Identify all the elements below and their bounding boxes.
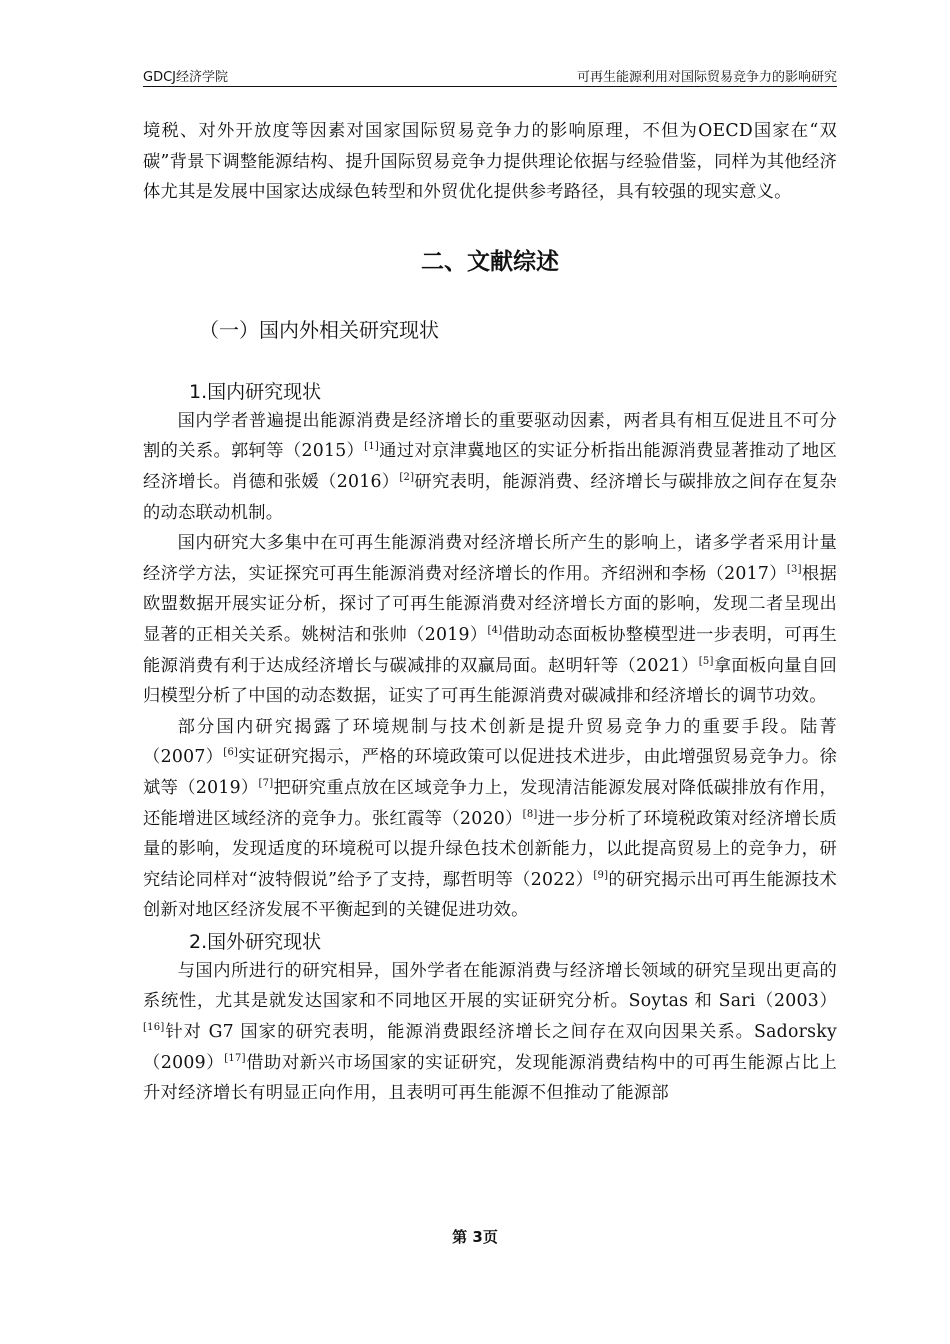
subsection-title: （一）国内外相关研究现状 [199,317,439,342]
citation: [8] [522,808,538,820]
foreign-heading: 2.国外研究现状 [189,930,322,953]
foreign-paragraph-1: 与国内所进行的研究相异，国外学者在能源消费与经济增长领域的研究呈现出更高的系统性，尤其是就发达国家和不同地区开展的实证研究分析。Soytas 和 Sari（2003）[16]针对 G7 国家的研究表明，能源消费跟经济增长之间存在双向因果关系。Sadorsky（2009）[17]借助对新兴市场国家的实证研究，发现能源消费结构中的可再生能源占比上升对经济增长有明显正向作用，且表明可再生能源不但推动了能源部 [143,960,837,1104]
page-number: 第 3页 [452,1228,498,1246]
citation: [17] [224,1052,246,1064]
citation: [16] [143,1022,165,1034]
citation: [9] [593,869,609,881]
page-header [143,66,837,87]
citation: [2] [399,471,415,483]
page-content [143,116,837,1109]
domestic-paragraph-2: 国内研究大多集中在可再生能源消费对经济增长所产生的影响上，诸多学者采用计量经济学方法，实证探究可再生能源消费对经济增长的作用。齐绍洲和李杨（2017）[3]根据欧盟数据开展实证分析，探讨了可再生能源消费对经济增长方面的影响，发现二者呈现出显著的正相关关系。姚树洁和张帅（2019）[4]借助动态面板协整模型进一步表明，可再生能源消费有利于达成经济增长与碳减排的双赢局面。赵明轩等（2021）[5]拿面板向量自回归模型分析了中国的动态数据，证实了可再生能源消费对碳减排和经济增长的调节功效。 [143,533,837,707]
intro-paragraph: 境税、对外开放度等因素对国家国际贸易竞争力的影响原理，不但为OECD国家在“双碳”背景下调整能源结构、提升国际贸易竞争力提供理论依据与经验借鉴，同样为其他经济体尤其是发展中国家达成绿色转型和外贸优化提供参考路径，具有较强的现实意义。 [143,121,837,203]
domestic-paragraph-3: 部分国内研究揭露了环境规制与技术创新是提升贸易竞争力的重要手段。陆菁（2007）[6]实证研究揭示，严格的环境政策可以促进技术进步，由此增强贸易竞争力。徐斌等（2019）[7]把研究重点放在区域竞争力上，发现清洁能源发展对降低碳排放有作用，还能增进区域经济的竞争力。张红霞等（2020）[8]进一步分析了环境税政策对经济增长质量的影响，发现适度的环境税可以提升绿色技术创新能力，以此提高贸易上的竞争力，研究结论同样对“波特假说”给予了支持，鄢哲明等（2022）[9]的研究揭示出可再生能源技术创新对地区经济发展不平衡起到的关键促进功效。 [143,716,837,921]
header-institution: GDCJ经济学院 [143,70,228,85]
citation: [5] [698,655,714,667]
domestic-heading: 1.国内研究现状 [189,380,322,403]
citation: [3] [786,563,802,575]
citation: [7] [258,777,274,789]
header-paper-title: 可再生能源利用对国际贸易竞争力的影响研究 [576,70,837,85]
citation: [4] [487,624,503,636]
citation: [1] [364,441,380,453]
domestic-paragraph-1: 国内学者普遍提出能源消费是经济增长的重要驱动因素，两者具有相互促进且不可分割的关系。郭轲等（2015）[1]通过对京津冀地区的实证分析指出能源消费显著推动了地区经济增长。肖德和张媛（2016）[2]研究表明，能源消费、经济增长与碳排放之间存在复杂的动态联动机制。 [143,410,837,523]
section-title: 二、文献综述 [421,248,559,275]
citation: [6] [223,747,239,759]
